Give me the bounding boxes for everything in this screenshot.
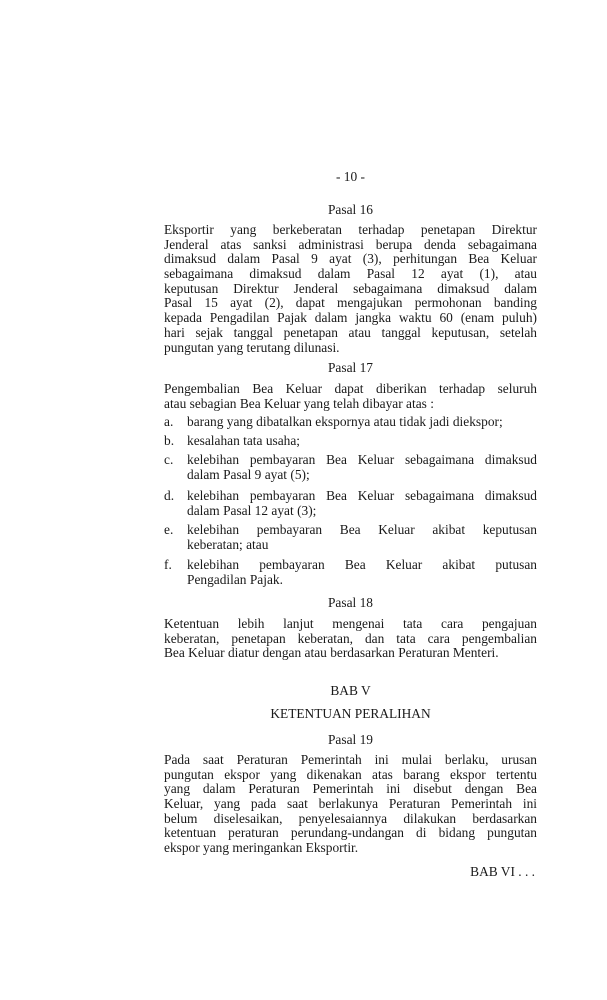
list-item-text [187,523,537,552]
list-item-label: d. [164,488,175,503]
text-line: Pengembalian Bea Keluar dapat diberikan terhadap seluruh [164,382,537,396]
list-item-text [187,453,537,482]
text-line: pungutan yang terutang dilunasi. [164,339,340,355]
text-line: Keluar, yang pada saat berlakunya Peraturan Pemerintah ini [164,797,537,812]
list-item-label: b. [164,433,175,448]
text-line: yang dalam Peraturan Pemerintah ini disebut dengan Bea [164,782,537,797]
pasal-16-heading: Pasal 16 [327,202,373,217]
text-line: Bea Keluar diatur dengan atau berdasarkan Peraturan Menteri. [164,645,499,661]
text-line: kesalahan tata usaha; [187,433,301,448]
list-item-text [187,558,537,587]
pasal-19-paragraph [164,753,537,856]
pasal-17-heading: Pasal 17 [327,360,373,375]
text-line: kelebihan pembayaran Bea Keluar akibat putusan [187,558,537,572]
list-item-label: a. [164,414,174,429]
bab-v-subtitle: KETENTUAN PERALIHAN [270,706,431,721]
list-item-text [187,415,537,430]
text-line: keputusan Direktur Jenderal sebagaimana dimaksud dalam [164,281,537,296]
text-line: ketentuan peraturan perundang-undangan di bidang pungutan [164,826,537,841]
text-line: hari sejak tanggal penetapan atau tanggal keputusan, setelah [164,325,537,340]
pasal-18-paragraph [164,617,537,661]
text-line: Pada saat Peraturan Pemerintah ini mulai berlaku, urusan [164,753,537,767]
list-item-label: e. [164,522,174,537]
text-line: keberatan; atau [187,536,269,552]
text-line: kepada Pengadilan Pajak dalam jangka waktu 60 (enam puluh) [164,311,537,326]
list-item-label: f. [164,557,172,572]
text-line: barang yang dibatalkan ekspornya atau tidak jadi diekspor; [187,414,503,429]
text-line: sebagaimana dimaksud dalam Pasal 12 ayat (1), atau [164,267,537,282]
text-line: belum diselesaikan, penyelesaiannya dilakukan berdasarkan [164,811,537,826]
text-line: dalam Pasal 12 ayat (3); [187,502,317,518]
list-item-text [187,434,537,449]
text-line: Pasal 15 ayat (2), dapat mengajukan permohonan banding [164,296,537,311]
text-line: kelebihan pembayaran Bea Keluar sebagaimana dimaksud [187,489,537,503]
page-number: - 10 - [335,169,365,184]
list-item-text [187,489,537,518]
text-line: atau sebagian Bea Keluar yang telah dibayar atas : [164,395,434,411]
pasal-18-heading: Pasal 18 [327,595,373,610]
list-item-label: c. [164,452,174,467]
bab-v-title: BAB V [330,683,371,698]
text-line: dalam Pasal 9 ayat (5); [187,466,310,482]
text-line: Ketentuan lebih lanjut mengenai tata cara pengajuan [164,617,537,631]
continuation-marker: BAB VI . . . [470,864,535,879]
text-line: kelebihan pembayaran Bea Keluar sebagaimana dimaksud [187,453,537,467]
text-line: kelebihan pembayaran Bea Keluar akibat keputusan [187,523,537,537]
pasal-19-heading: Pasal 19 [327,732,373,747]
pasal-16-paragraph [164,223,537,355]
text-line: Pengadilan Pajak. [187,571,283,587]
text-line: keberatan, penetapan keberatan, dan tata cara pengembalian [164,631,537,646]
pasal-17-paragraph [164,382,537,411]
text-line: dimaksud dalam Pasal 9 ayat (3), perhitungan Bea Keluar [164,252,537,267]
text-line: pungutan ekspor yang dikenakan atas barang ekspor tertentu [164,767,537,782]
text-line: Jenderal atas sanksi administrasi berupa denda sebagaimana [164,237,537,252]
text-line: ekspor yang meringankan Eksportir. [164,840,359,856]
text-line: Eksportir yang berkeberatan terhadap penetapan Direktur [164,223,537,237]
